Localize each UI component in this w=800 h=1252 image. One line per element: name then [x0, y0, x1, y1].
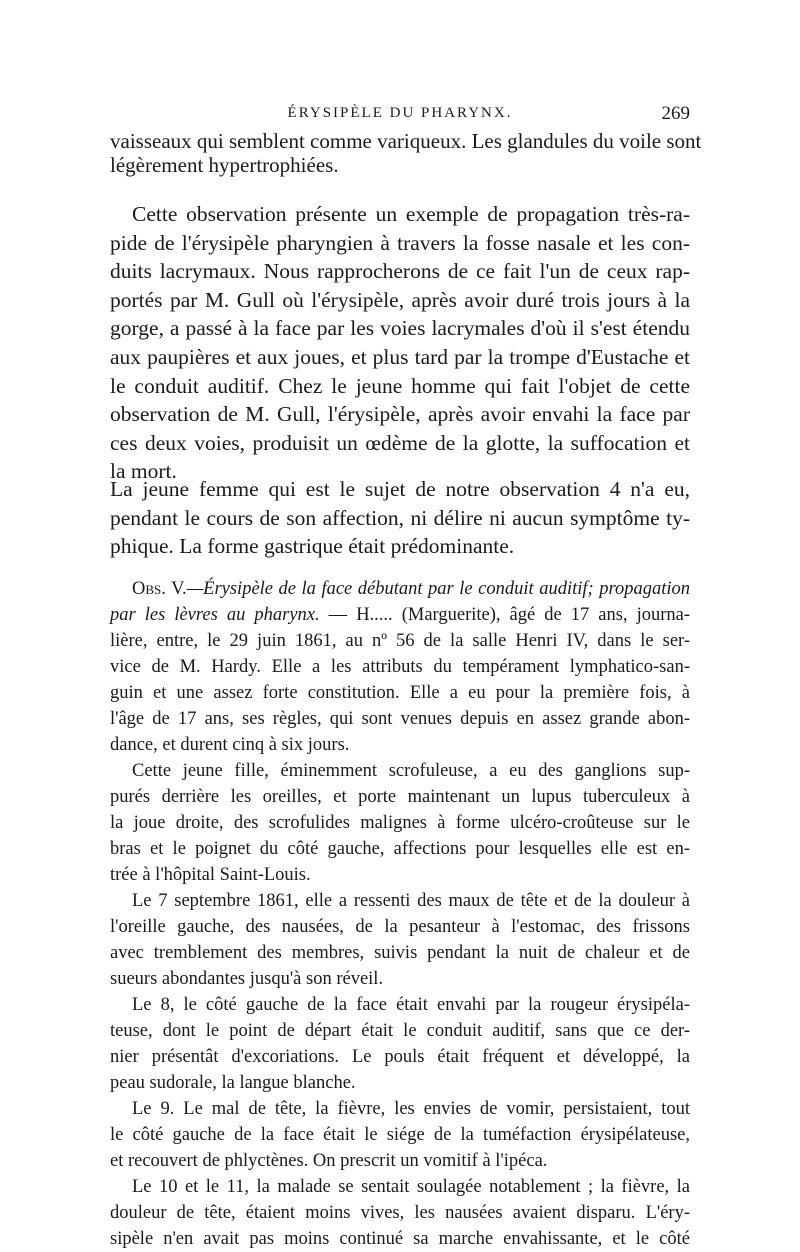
text-line: Cette observation présente un exemple de propagation très-ra-	[132, 202, 690, 226]
text-line: la joue droite, des scrofulides malignes à forme ulcéro-croûteuse sur le	[110, 813, 690, 833]
text-line: et recouvert de phlyctènes. On prescrit un vomitif à l'ipéca.	[110, 1151, 548, 1171]
text-line: portés par M. Gull où l'érysipèle, après avoir duré trois jours à la	[110, 287, 690, 312]
observation-title: —Érysipèle de la face débutant par le conduit auditif; propagation	[186, 579, 690, 599]
text-line: nier présentât d'excoriations. Le pouls était fréquent et développé, la	[110, 1047, 690, 1067]
observation-label: Obs. V.	[132, 579, 187, 599]
text-line: le côté gauche de la face était le siége de la tuméfaction érysipélateuse,	[110, 1125, 690, 1145]
text-line: purés derrière les oreilles, et porte maintenant un lupus tuberculeux à	[110, 787, 690, 807]
text-line: vaisseaux qui semblent comme variqueux. Les glandules du voile sont	[110, 129, 702, 153]
text-line: La jeune femme qui est le sujet de notre observation 4 n'a eu,	[110, 477, 690, 501]
running-header	[110, 103, 690, 129]
text-line: Le 7 septembre 1861, elle a ressenti des maux de tête et de la douleur à	[132, 891, 690, 911]
text-line: duits lacrymaux. Nous rapprocherons de ce fait l'un de ceux rap-	[110, 259, 690, 284]
text-line: aux paupières et aux joues, et plus tard par la trompe d'Eustache et	[110, 344, 690, 369]
text-line: ces deux voies, produisit un œdème de la glotte, la suffocation et	[110, 430, 690, 455]
text-line: dance, et durent cinq à six jours.	[110, 735, 350, 755]
text-line: bras et le poignet du côté gauche, affections pour lesquelles elle est en-	[110, 839, 690, 859]
text-line: le conduit auditif. Chez le jeune homme qui fait l'objet de cette	[110, 373, 690, 398]
observation-section	[110, 576, 690, 1252]
running-title: ÉRYSIPÈLE DU PHARYNX.	[287, 105, 513, 121]
text-line: Le 10 et le 11, la malade se sentait soulagée notablement ; la fièvre, la	[132, 1177, 690, 1197]
text-line: trée à l'hôpital Saint-Louis.	[110, 865, 311, 885]
intro-paragraph	[110, 129, 702, 177]
text-line: la mort.	[110, 459, 177, 484]
observation-patient: — H..... (Marguerite), âgé de 17 ans, journa-	[319, 605, 691, 625]
text-line: Le 9. Le mal de tête, la fièvre, les envies de vomir, persistaient, tout	[132, 1099, 690, 1119]
text-line: légèrement hypertrophiées.	[110, 153, 339, 177]
page-number: 269	[661, 103, 690, 124]
observation-title-end: par les lèvres au pharynx.	[110, 605, 320, 625]
text-line: phique. La forme gastrique était prédominante.	[110, 534, 515, 559]
observation-title-line	[110, 602, 690, 628]
text-line: l'âge de 17 ans, ses règles, qui sont venues depuis en assez grande abon-	[110, 709, 690, 729]
text-line: vice de M. Hardy. Elle a les attributs du tempérament lymphatico-san-	[110, 657, 690, 677]
text-line: observation de M. Gull, l'érysipèle, après avoir envahi la face par	[110, 402, 690, 427]
text-line: avec tremblement des membres, suivis pendant la nuit de chaleur et de	[110, 943, 690, 963]
text-line: lière, entre, le 29 juin 1861, au nº 56 de la salle Henri IV, dans le ser-	[110, 631, 690, 651]
text-line: douleur de tête, étaient moins vives, les nausées avaient disparu. L'éry-	[110, 1203, 690, 1223]
paragraph-propagation	[110, 200, 690, 486]
text-line: sueurs abondantes jusqu'à son réveil.	[110, 969, 384, 989]
paragraph-young-woman	[110, 475, 690, 561]
observation-title-line	[110, 576, 690, 602]
text-line: teuse, dont le point de départ était le conduit auditif, sans que ce der-	[110, 1021, 690, 1041]
text-line: gorge, a passé à la face par les voies lacrymales d'où il s'est étendu	[110, 316, 690, 341]
text-line: peau sudorale, la langue blanche.	[110, 1073, 356, 1093]
text-line: Cette jeune fille, éminemment scrofuleuse, a eu des ganglions sup-	[132, 761, 690, 781]
text-line: pendant le cours de son affection, ni délire ni aucun symptôme ty-	[110, 505, 690, 530]
text-line: Le 8, le côté gauche de la face était envahi par la rougeur érysipéla-	[132, 995, 690, 1015]
text-line: sipèle n'en avait pas moins continué sa marche envahissante, et le côté	[110, 1229, 690, 1249]
text-line: pide de l'érysipèle pharyngien à travers la fosse nasale et les con-	[110, 230, 690, 255]
text-line: guin et une assez forte constitution. Elle a eu pour la première fois, à	[110, 683, 690, 703]
text-line: l'oreille gauche, des nausées, de la pesanteur à l'estomac, des frissons	[110, 917, 690, 937]
